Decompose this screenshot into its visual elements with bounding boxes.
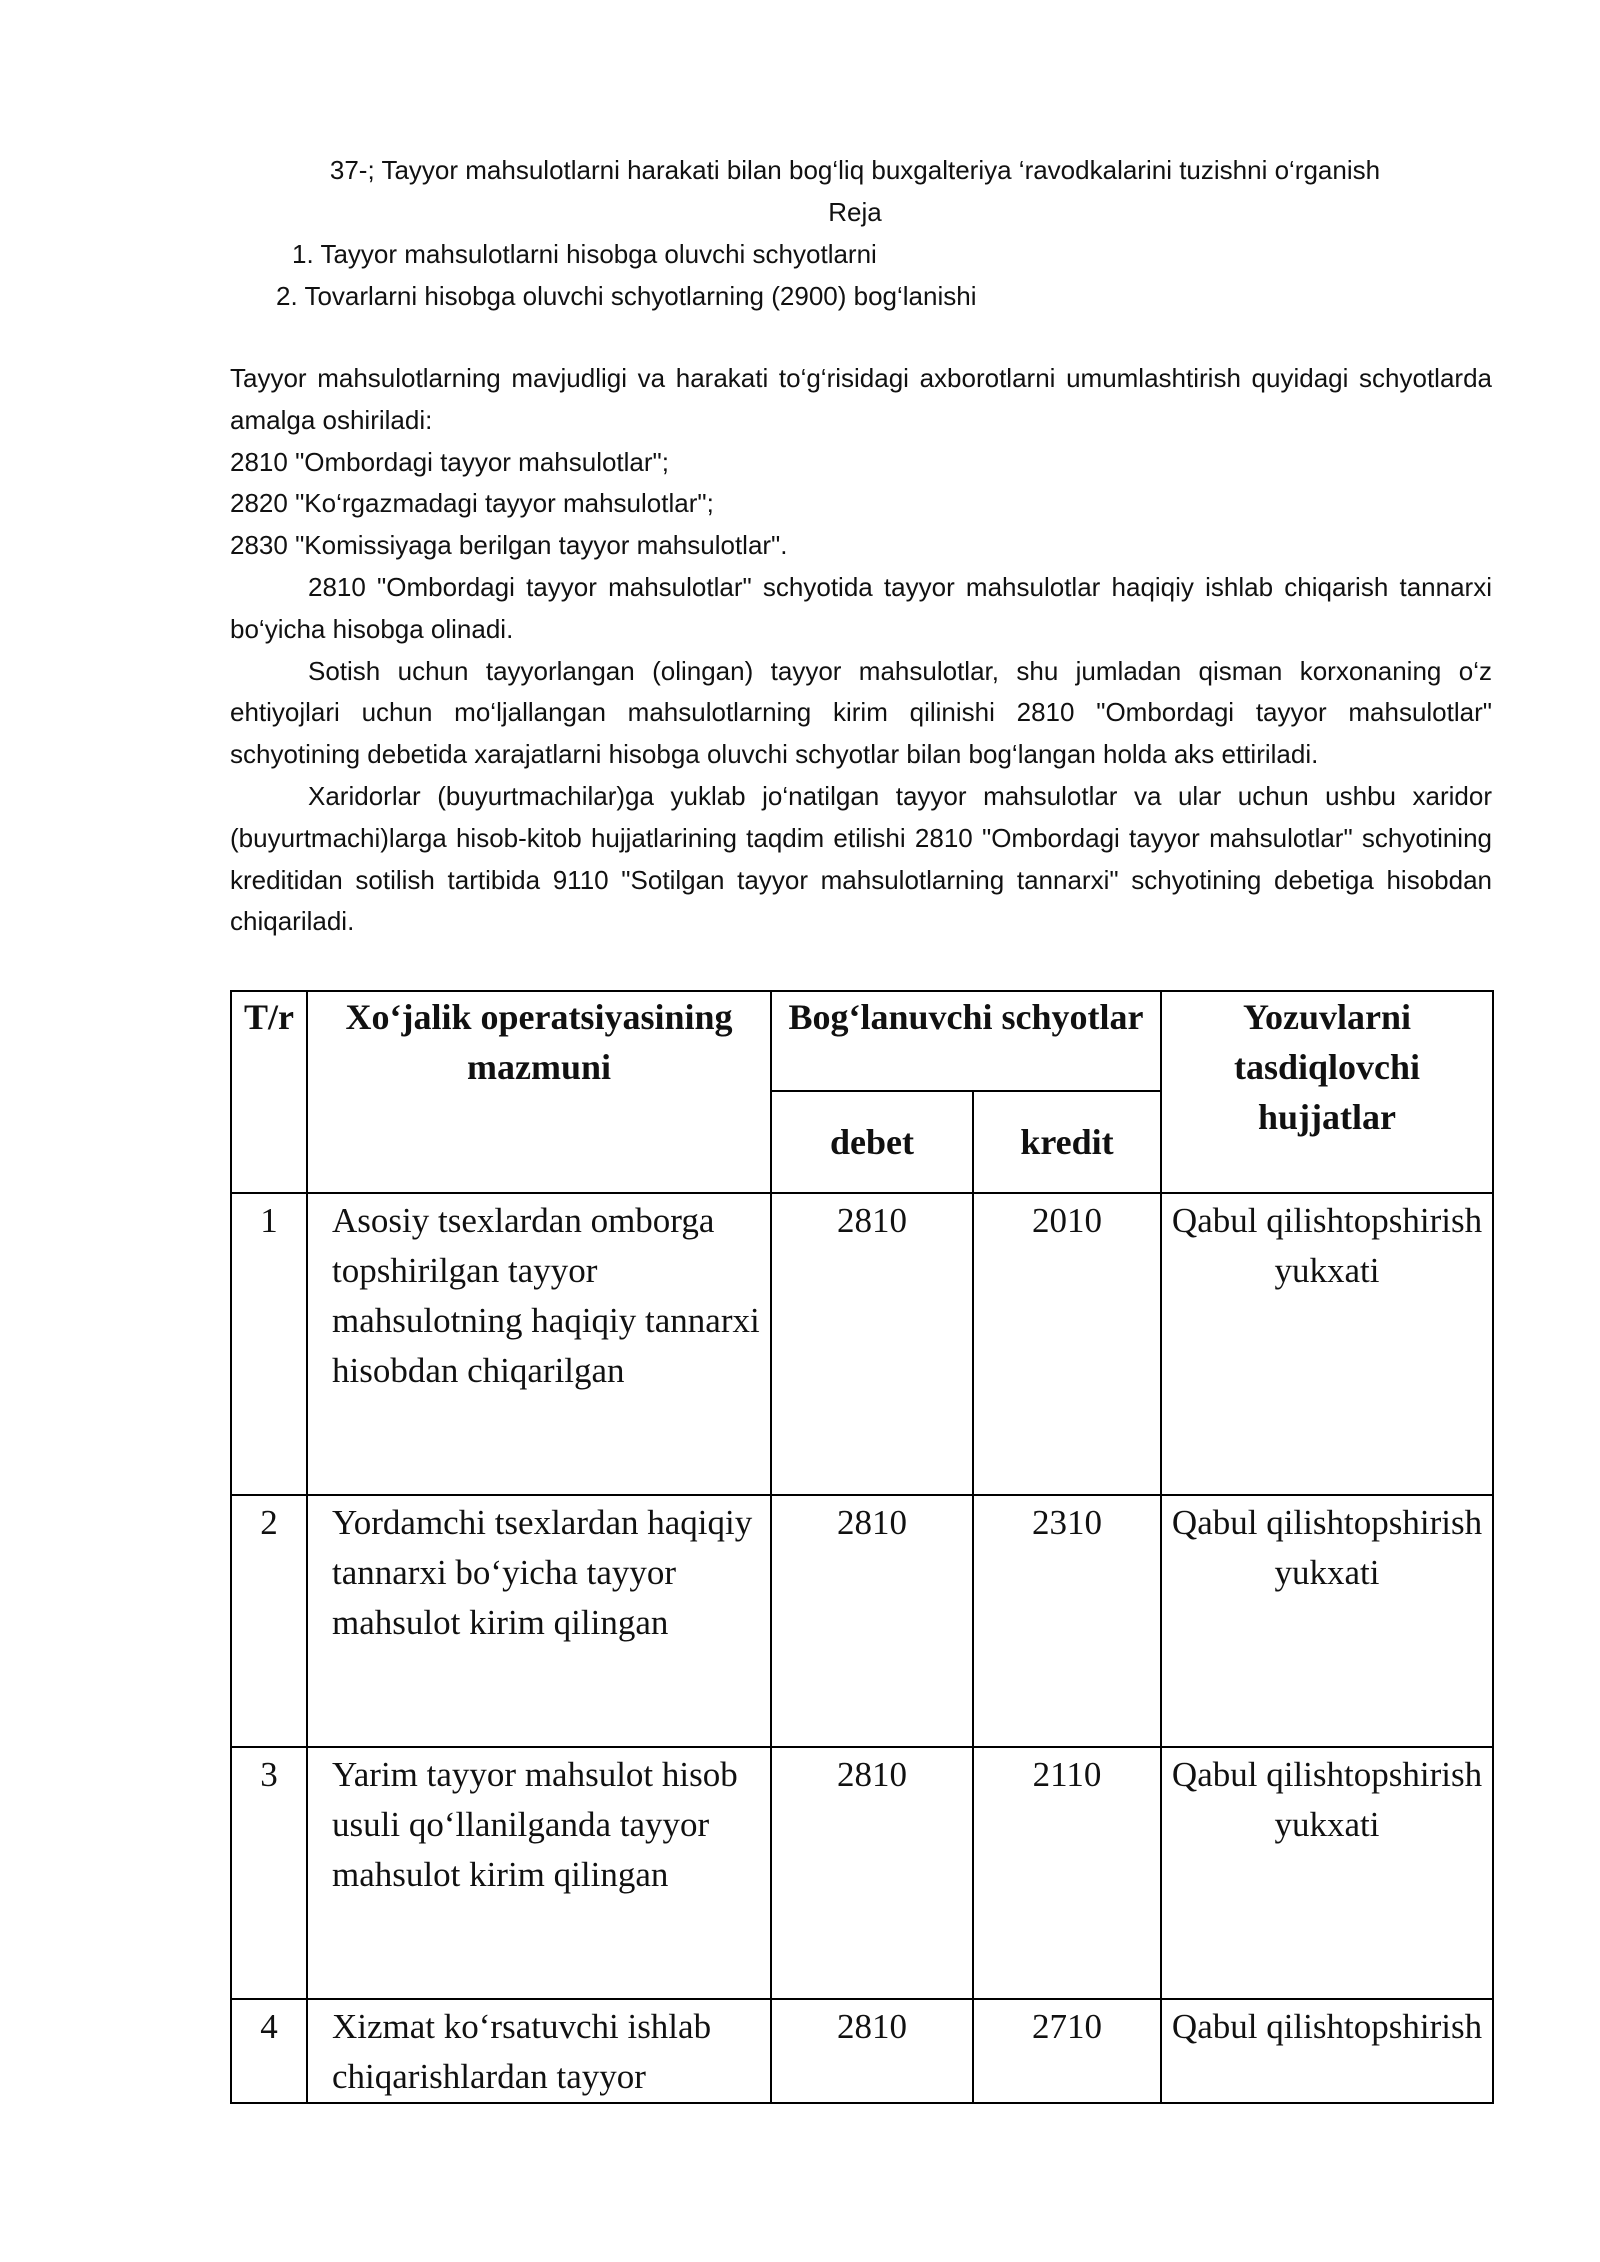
row-debit: 2810 [771, 1747, 973, 1999]
body-paragraph: Sotish uchun tayyorlangan (olingan) tayyor mahsulotlar, shu jumladan qisman korxonaning o‘z ehtiyojlari uchun mo‘ljallangan mahsulotlarning kirim qilinishi 2810 "Ombordagi tayyor mahsulotlar" schyotining debetida xarajatlarni hisobga oluvchi schyotlar bilan bog‘langan holda aks ettiriladi. [230, 655, 1492, 770]
row-debit: 2810 [771, 1193, 973, 1495]
row-document: Qabul qilishtopshirish yukxati [1161, 1193, 1493, 1495]
plan-heading: Reja [828, 197, 882, 227]
row-credit: 2710 [973, 1999, 1161, 2103]
header-num: T/r [231, 991, 307, 1193]
row-description: Xizmat ko‘rsatuvchi ishlab chiqarishlardan tayyor [307, 1999, 771, 2103]
row-number: 2 [231, 1495, 307, 1747]
account-line: 2830 "Komissiyaga berilgan tayyor mahsulotlar". [230, 530, 788, 561]
header-debit: debet [771, 1091, 973, 1193]
table-row [231, 1747, 1493, 1999]
intro-paragraph: Tayyor mahsulotlarning mavjudligi va harakati to‘g‘risidagi axborotlarni umumlashtirish quyidagi schyotlarda amalga oshiriladi: [230, 363, 1492, 435]
header-credit: kredit [973, 1091, 1161, 1193]
row-description: Asosiy tsexlardan omborga topshirilgan tayyor mahsulotning haqiqiy tannarxi hisobdan chiqarilgan [307, 1193, 771, 1495]
row-number: 4 [231, 1999, 307, 2103]
row-document: Qabul qilishtopshirish [1161, 1999, 1493, 2103]
header-content: Xo‘jalik operatsiyasining mazmuni [307, 991, 771, 1193]
row-credit: 2310 [973, 1495, 1161, 1747]
header-accounts: Bog‘lanuvchi schyotlar [771, 991, 1161, 1091]
row-credit: 2010 [973, 1193, 1161, 1495]
row-number: 3 [231, 1747, 307, 1999]
document-body [230, 358, 1492, 943]
row-debit: 2810 [771, 1999, 973, 2103]
table-row [231, 1193, 1493, 1495]
row-debit: 2810 [771, 1495, 973, 1747]
header-documents: Yozuvlarni tasdiqlovchi hujjatlar [1161, 991, 1493, 1193]
body-paragraph: Xaridorlar (buyurtmachilar)ga yuklab jo‘natilgan tayyor mahsulotlar va ular uchun ushbu xaridor (buyurtmachi)larga hisob-kitob hujjatlarining taqdim etilishi 2810 "Ombordagi tayyor mahsulotlar" schyotining kreditidan sotilish tartibida 9110 "Sotilgan tayyor mahsulotlarning tannarxi" schyotining debetiga hisobdan chiqariladi. [230, 780, 1492, 937]
account-line: 2820 "Ko‘rgazmadagi tayyor mahsulotlar"; [230, 488, 714, 519]
row-description: Yordamchi tsexlardan haqiqiy tannarxi bo‘yicha tayyor mahsulot kirim qilingan [307, 1495, 771, 1747]
table-row [231, 1495, 1493, 1747]
plan-item: 1. Tayyor mahsulotlarni hisobga oluvchi schyotlarni [292, 239, 877, 269]
plan-item: 2. Tovarlarni hisobga oluvchi schyotlarning (2900) bog‘lanishi [276, 281, 977, 311]
table-row [231, 1999, 1493, 2103]
account-line: 2810 "Ombordagi tayyor mahsulotlar"; [230, 446, 670, 477]
row-document: Qabul qilishtopshirish yukxati [1161, 1747, 1493, 1999]
row-description: Yarim tayyor mahsulot hisob usuli qo‘llanilganda tayyor mahsulot kirim qilingan [307, 1747, 771, 1999]
document-title: 37-; Tayyor mahsulotlarni harakati bilan bog‘liq buxgalteriya ‘ravodkalarini tuzishni o‘rganish [329, 155, 1381, 185]
operations-table [230, 990, 1494, 2104]
row-credit: 2110 [973, 1747, 1161, 1999]
table-header-row [231, 991, 1493, 1091]
body-paragraph: 2810 "Ombordagi tayyor mahsulotlar" schyotida tayyor mahsulotlar haqiqiy ishlab chiqarish tannarxi bo‘yicha hisobga olinadi. [230, 571, 1492, 644]
row-document: Qabul qilishtopshirish yukxati [1161, 1495, 1493, 1747]
row-number: 1 [231, 1193, 307, 1495]
